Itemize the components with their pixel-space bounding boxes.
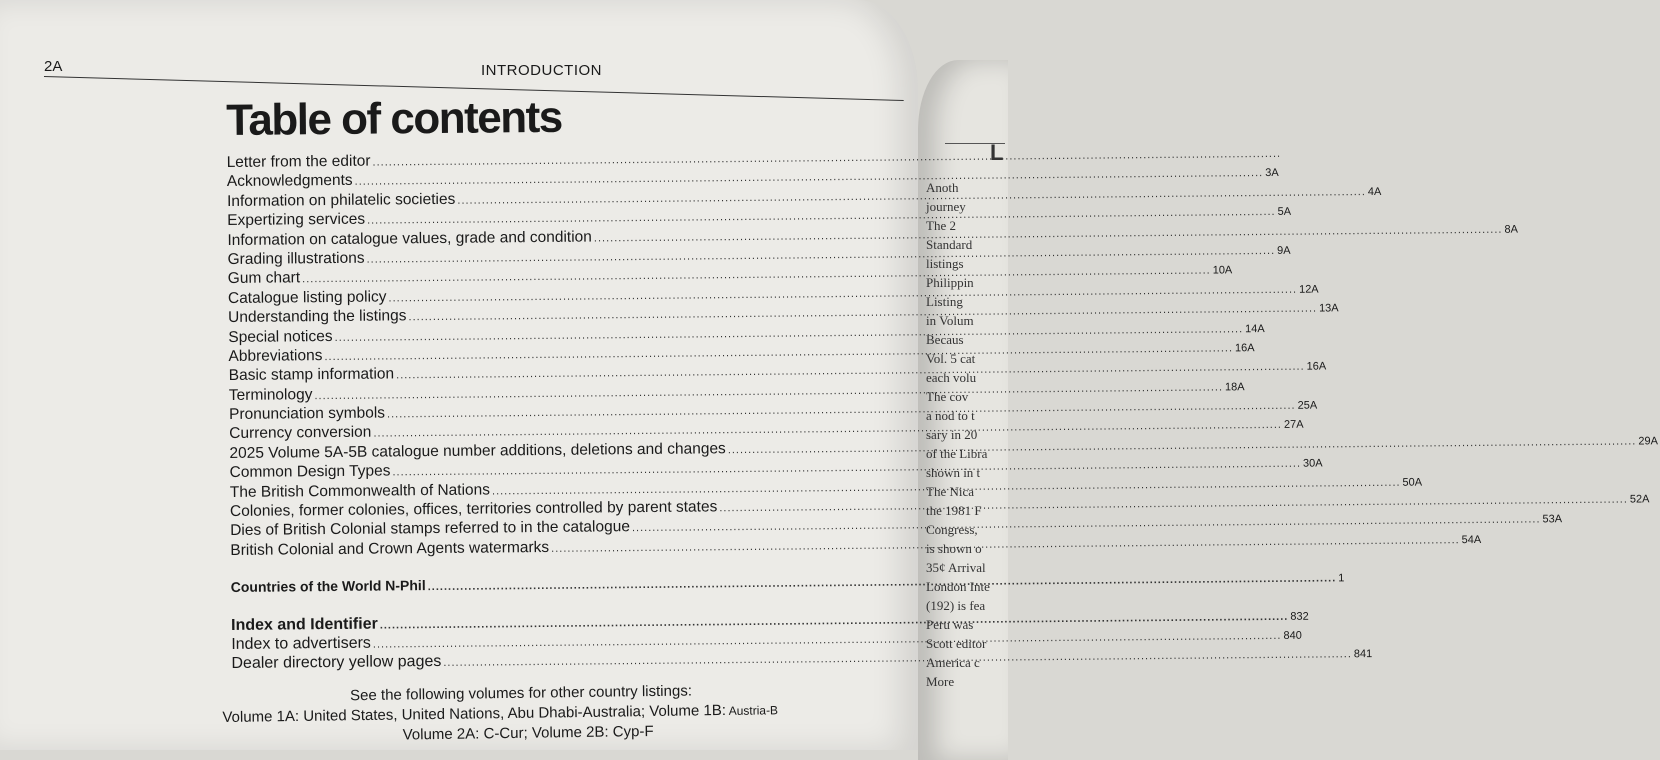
toc-entry-page: 14A <box>1245 322 1265 335</box>
toc-entry-page: 3A <box>1265 167 1279 180</box>
right-page-line: Vol. 5 cat <box>926 351 976 366</box>
toc-entry-label: The British Commonwealth of Nations <box>229 481 491 501</box>
right-page-heading: L <box>990 140 1004 165</box>
toc-entry-page: 9A <box>1277 244 1291 257</box>
right-page-lines <box>926 180 1006 693</box>
toc-entry-label: Index and Identifier <box>231 615 378 634</box>
toc-entry-page: 1 <box>1338 572 1345 585</box>
toc-entry-page: 4A <box>1367 185 1382 198</box>
right-page-line: (192) is fea <box>926 598 986 613</box>
right-page-line: in Volum <box>926 313 974 328</box>
page-header <box>44 56 884 78</box>
right-page-line: of the Libra <box>926 446 988 461</box>
toc-entry-label: Acknowledgments <box>226 172 353 191</box>
toc-entry-page: 53A <box>1542 513 1563 526</box>
right-page-line: Standard <box>926 237 973 252</box>
toc-entry-label: Terminology <box>228 385 313 404</box>
toc-entry-page: 52A <box>1629 493 1650 506</box>
toc-entry-label: 2025 Volume 5A-5B catalogue number additions, deletions and changes <box>229 440 726 462</box>
toc-entry-label: Abbreviations <box>228 346 323 365</box>
toc-entry-label: Information on philatelic societies <box>226 190 456 210</box>
toc-entry-page: 840 <box>1283 629 1302 642</box>
toc-entry-label: Gum chart <box>227 269 301 288</box>
toc-entry-label: Colonies, former colonies, offices, territories controlled by parent states <box>229 498 718 521</box>
toc-entry-page: 50A <box>1402 476 1423 489</box>
right-page-line: The cov <box>926 389 969 404</box>
running-head: INTRODUCTION <box>481 62 602 79</box>
right-page-line: Congress, <box>926 522 978 537</box>
toc-entry-label: Understanding the listings <box>228 307 407 327</box>
right-page-line: Peru was <box>926 617 974 632</box>
right-page-line: The Nica <box>926 484 975 499</box>
toc-entry-page: 832 <box>1290 610 1309 623</box>
toc-entry-page: 8A <box>1504 223 1518 236</box>
right-page-line: shown in t <box>926 465 981 480</box>
right-page-line: Becaus <box>926 332 964 347</box>
right-page-line: Listing <box>926 294 963 309</box>
right-page-line: sary in 20 <box>926 427 978 442</box>
right-page-line: is shown o <box>926 541 982 556</box>
toc-entry-label: Special notices <box>228 327 333 346</box>
toc-entry-label: Catalogue listing policy <box>227 288 387 307</box>
right-page-line: Scott editor <box>926 636 987 651</box>
right-page-line: Anoth <box>926 180 959 195</box>
right-page-line: 35¢ Arrival <box>926 560 986 575</box>
volumes-note <box>222 679 863 748</box>
toc-entry-page: 29A <box>1638 435 1658 448</box>
toc-entry-page: 841 <box>1353 648 1373 661</box>
toc-entry-page: 5A <box>1277 205 1292 219</box>
toc-entry-label: Common Design Types <box>229 462 391 482</box>
right-page-line: More <box>926 674 955 689</box>
right-page-line: journey <box>926 199 966 214</box>
page-number: 2A <box>44 58 63 75</box>
note-intro: See the following volumes for other country listings: <box>350 682 693 705</box>
toc-entry-page: 12A <box>1298 283 1319 296</box>
toc-entry-label: Grading illustrations <box>227 249 365 268</box>
toc-entry-page: 54A <box>1461 533 1482 546</box>
toc-entry-label: Dealer directory yellow pages <box>231 653 442 673</box>
toc-entry-label: British Colonial and Crown Agents watermarks <box>230 538 550 559</box>
toc-entry-page: 27A <box>1283 419 1304 432</box>
toc-title: Table of contents <box>226 92 562 145</box>
right-page-line: America c <box>926 655 980 670</box>
toc-entry-page: 16A <box>1234 342 1255 355</box>
toc-entry-label: Index to advertisers <box>231 634 371 653</box>
toc-entry-label: Pronunciation symbols <box>228 404 386 424</box>
right-page-line: listings <box>926 256 964 271</box>
toc-entry-page: 25A <box>1297 399 1318 412</box>
right-page-line: a nod to t <box>926 408 975 423</box>
toc-entry-page: 16A <box>1306 360 1327 373</box>
toc-entry-page: 10A <box>1212 264 1233 277</box>
toc-entry-label: Basic stamp information <box>228 365 395 385</box>
toc-entry-label: Information on catalogue values, grade and condition <box>227 228 592 249</box>
right-page-line: London Inte <box>926 579 990 594</box>
toc-entry-label: Dies of British Colonial stamps referred to in the catalogue <box>230 518 631 540</box>
right-page-line: The 2 <box>926 218 956 233</box>
right-page-line: each volu <box>926 370 977 385</box>
right-page-line: the 1981 F <box>926 503 982 518</box>
toc-entry-label: Currency conversion <box>229 424 372 443</box>
toc-entry-label: Letter from the editor <box>226 152 371 171</box>
note-volume-2: Volume 2A: C-Cur; Volume 2B: Cyp-F <box>402 722 654 744</box>
toc-entry-page: 13A <box>1318 302 1339 315</box>
note-volume-1-tail: Austria-B <box>725 703 779 718</box>
right-page-line: Philippin <box>926 275 974 290</box>
toc-entry-label: Countries of the World N-Phil <box>230 577 426 596</box>
note-volume-1-main: Volume 1A: United States, United Nations, Abu Dhabi-Australia; Volume 1B: <box>222 701 727 726</box>
right-page-text <box>926 140 1006 693</box>
toc-entry-page: 18A <box>1224 380 1245 394</box>
toc-entry-page: 30A <box>1302 457 1323 470</box>
toc-entry-label: Expertizing services <box>227 210 366 230</box>
